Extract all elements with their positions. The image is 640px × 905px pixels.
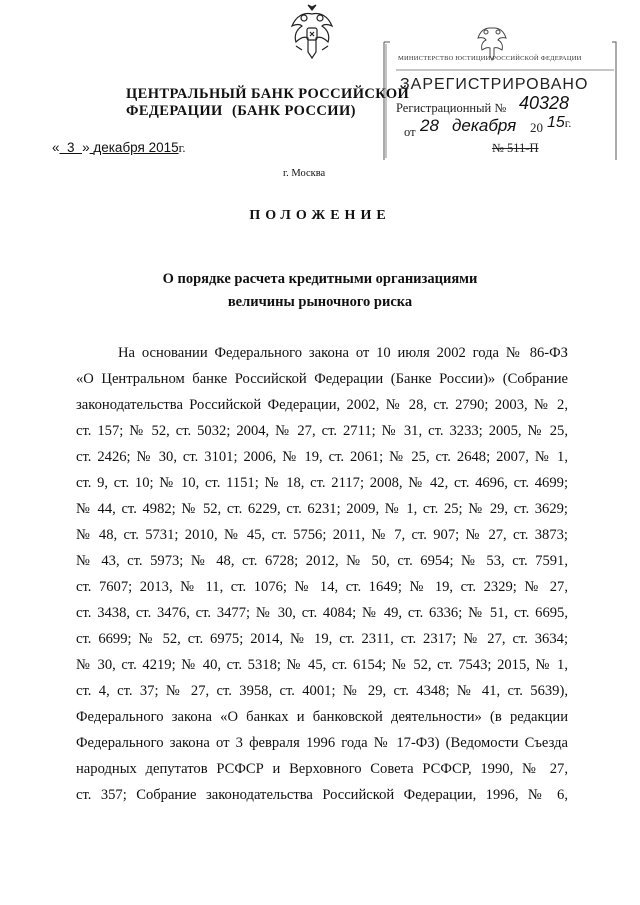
date-day-value: 3 [67, 140, 75, 155]
body-line: народных депутатов РСФСР и Верховного Совета РСФСР, 1990, № 27, [76, 761, 568, 777]
body-line: «О Центральном банке Российской Федерации (Банке России)» (Собрание [76, 371, 568, 387]
body-line: законодательства Российской Федерации, 2002, № 28, ст. 2790; 2003, № 2, [76, 397, 568, 413]
body-line: Федерального закона «О банках и банковской деятельности» (в редакции [76, 709, 568, 725]
date-month-year-value: декабря 2015 [93, 140, 179, 155]
date-month-year [90, 140, 179, 155]
stamp-ministry: МИНИСТЕРСТВО ЮСТИЦИИ РОССИЙСКОЙ ФЕДЕРАЦИИ [398, 55, 582, 62]
stamp-year-prefix: 20 [530, 120, 543, 135]
body-line: ст. 9, ст. 10; № 10, ст. 1151; № 18, ст. 2117; 2008, № 42, ст. 4696, ст. 4699; [76, 475, 568, 491]
body-line: ст. 2426; № 30, ст. 3101; 2006, № 19, ст. 2061; № 25, ст. 2648; 2007, № 1, [76, 449, 568, 465]
body-line: ст. 357; Собрание законодательства Российской Федерации, 1996, № 6, [76, 787, 568, 803]
stamp-ot-label: от [404, 125, 416, 139]
body-line: ст. 3438, ст. 3476, ст. 3477; № 30, ст. 4084; № 49, ст. 6336; № 51, ст. 6695, [76, 605, 568, 621]
body-line: № 44, ст. 4982; № 52, ст. 6229, ст. 6231; 2009, № 1, ст. 25; № 29, ст. 3629; [76, 501, 568, 517]
document-date [52, 140, 185, 156]
stamp-year-suffix [547, 114, 571, 132]
stamp-month: декабря [452, 116, 517, 135]
body-line: № 48, ст. 5731; 2010, № 45, ст. 5756; 2011, № 7, ст. 907; № 27, ст. 3873; [76, 527, 568, 543]
body-line: ст. 4, ст. 37; № 27, ст. 3958, ст. 4001; № 29, ст. 4348; № 41, ст. 5639), [76, 683, 568, 699]
body-line: ст. 6699; № 52, ст. 6975; 2014, № 19, ст. 2311, ст. 2317; № 27, ст. 3634; [76, 631, 568, 647]
date-close-quote: » [82, 140, 90, 155]
stamp-title: ЗАРЕГИСТРИРОВАНО [400, 76, 589, 93]
date-suffix: г. [178, 141, 186, 155]
org-name-line2: (БАНК РОССИИ) [232, 103, 356, 119]
body-line: № 43, ст. 5973; № 48, ст. 6728; 2012, № 50, ст. 6954; № 53, ст. 7591, [76, 553, 568, 569]
body-line: Федерального закона от 3 февраля 1996 года № 17-ФЗ) (Ведомости Съезда [76, 735, 568, 751]
body-line: На основании Федерального закона от 10 июля 2002 года № 86-ФЗ [118, 345, 568, 361]
coat-of-arms-icon [284, 2, 340, 62]
stamp-reg-label: Регистрационный № [396, 101, 507, 115]
document-city: г. Москва [283, 168, 326, 179]
date-day [60, 140, 83, 155]
stamp-year-g: г. [564, 116, 572, 130]
org-name-line1: ЦЕНТРАЛЬНЫЙ БАНК РОССИЙСКОЙ ФЕДЕРАЦИИ [126, 86, 410, 119]
body-line: ст. 157; № 52, ст. 5032; 2004, № 27, ст. 2711; № 31, ст. 3233; 2005, № 25, [76, 423, 568, 439]
stamp-day: 28 [420, 116, 439, 135]
stamp-reg-number: 40328 [519, 93, 570, 113]
stamp-year-digits: 15 [547, 114, 565, 131]
body-line: № 30, ст. 4219; № 40, ст. 5318; № 45, ст. 6154; № 52, ст. 7543; 2015, № 1, [76, 657, 568, 673]
date-open-quote: « [52, 140, 60, 155]
document-title: ПОЛОЖЕНИЕ [249, 208, 391, 223]
document-subtitle-line1: О порядке расчета кредитными организациями [162, 271, 478, 287]
stamp-number: № 511-П [492, 141, 539, 155]
document-subtitle-line2: величины рыночного риска [227, 294, 413, 310]
body-line: ст. 7607; 2013, № 11, ст. 1076; № 14, ст. 1649; № 19, ст. 2329; № 27, [76, 579, 568, 595]
